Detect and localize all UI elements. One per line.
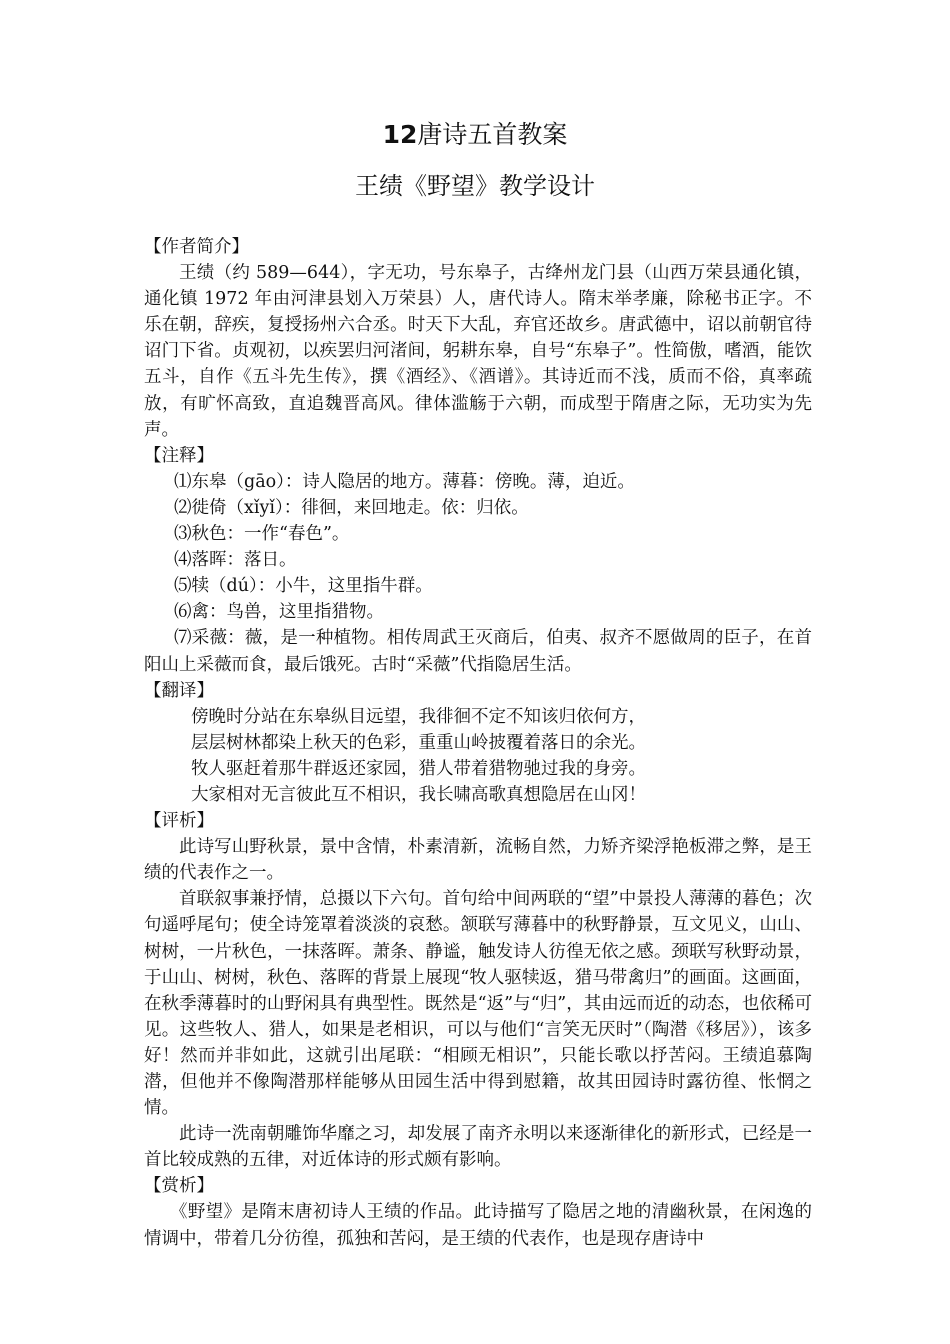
analysis-paragraph: 首联叙事兼抒情，总摄以下六句。首句给中间两联的“望”中景投人薄薄的暮色；次句遥呼尾句；使全诗笼罩着淡淡的哀愁。颔联写薄暮中的秋野静景，互文见义，山山、树树，一片秋色，一抹落晖。萧条、静谧，触发诗人彷徨无依之感。颈联写秋野动景，于山山、树树，秋色、落晖的背景上展现“牧人驱犊返，猎马带禽归”的画面。这画面，在秋季薄暮时的山野闲具有典型性。既然是“返”与“归”，其由远而近的动态，也依稀可见。这些牧人、猎人，如果是老相识，可以与他们“言笑无厌时”（陶潜《移居》），该多好！然而并非如此，这就引出尾联：“相顾无相识”，只能长歌以抒苦闷。王绩追慕陶潜，但他并不像陶潜那样能够从田园生活中得到慰籍，故其田园诗时露彷徨、怅惘之情。 — [144, 889, 812, 1119]
appreciation-paragraph: 《野望》是隋末唐初诗人王绩的作品。此诗描写了隐居之地的清幽秋景，在闲逸的情调中，带着几分彷徨，孤独和苦闷，是王绩的代表作，也是现存唐诗中 — [144, 1202, 812, 1249]
analysis-paragraph: 此诗一洗南朝雕饰华靡之习，却发展了南齐永明以来逐渐律化的新形式，已经是一首比较成熟的五律，对近体诗的形式颇有影响。 — [144, 1124, 812, 1171]
title-number: 12 — [382, 120, 418, 149]
appreciation-heading: 【赏析】 — [144, 1176, 214, 1197]
title-text: 唐诗五首教案 — [417, 120, 568, 149]
author-heading: 【作者简介】 — [144, 237, 249, 257]
notes-heading: 【注释】 — [144, 445, 214, 466]
note-item: ⑸犊（dú）：小牛，这里指牛群。 — [174, 576, 433, 597]
document-body — [144, 234, 812, 1252]
note-item: ⑷落晖：落日。 — [174, 550, 297, 571]
document-subtitle: 王绩《野望》教学设计 — [355, 172, 595, 200]
note-item: ⑹禽：鸟兽，这里指猎物。 — [174, 602, 384, 623]
document-title — [0, 118, 950, 152]
note-item: ⑶秋色：一作“春色”。 — [174, 524, 350, 545]
author-paragraph: 王绩（约 589—644），字无功，号东皋子，古绛州龙门县（山西万荣县通化镇，通化镇 1972 年由河津县划入万荣县）人，唐代诗人。隋末举孝廉，除秘书正字。不乐在朝，辞疾，复授扬州六合丞。时天下大乱，弃官还故乡。唐武德中，诏以前朝官待诏门下省。贞观初，以疾罢归河渚间，躬耕东皋，自号“东皋子”。性简傲，嗜酒，能饮五斗，自作《五斗先生传》，撰《酒经》、《酒谱》。其诗近而不浅，质而不俗，真率疏放，有旷怀高致，直追魏晋高风。律体滥觞于六朝，而成型于隋唐之际，无功实为先声。 — [144, 263, 812, 440]
translation-line: 牧人驱赶着那牛群返还家园，猎人带着猎物驰过我的身旁。 — [191, 758, 646, 779]
analysis-heading: 【评析】 — [144, 811, 214, 832]
note-item: ⑴东皋（gāo）：诗人隐居的地方。薄暮：傍晚。薄，迫近。 — [174, 471, 635, 492]
note-item-last: ⑺采薇：薇，是一种植物。相传周武王灭商后，伯夷、叔齐不愿做周的臣子，在首阳山上采薇而食，最后饿死。古时“采薇”代指隐居生活。 — [144, 628, 812, 675]
analysis-paragraph: 此诗写山野秋景，景中含情，朴素清新，流畅自然，力矫齐梁浮艳板滞之弊，是王绩的代表作之一。 — [144, 837, 812, 884]
translation-line: 傍晚时分站在东皋纵目远望，我徘徊不定不知该归依何方， — [191, 706, 646, 727]
translation-line: 大家相对无言彼此互不相识，我长啸高歌真想隐居在山冈！ — [191, 784, 646, 805]
translation-line: 层层树林都染上秋天的色彩，重重山岭披覆着落日的余光。 — [191, 732, 646, 753]
note-item: ⑵徙倚（xǐyǐ）：徘徊，来回地走。依：归依。 — [174, 497, 529, 518]
translation-heading: 【翻译】 — [144, 680, 214, 701]
